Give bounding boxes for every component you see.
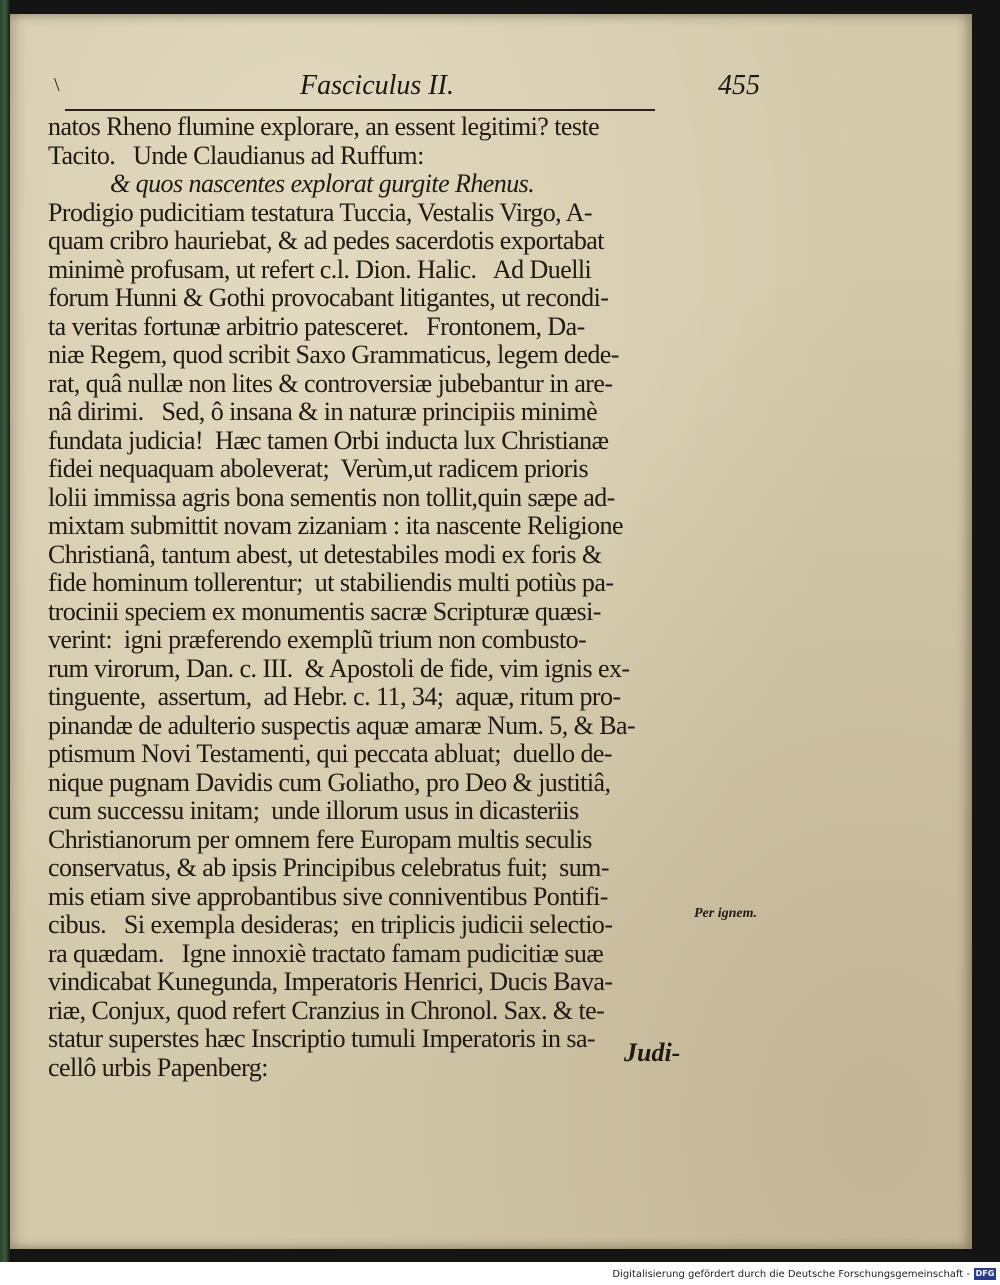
text-line: forum Hunni & Gothi provocabant litigantes, ut recondi- bbox=[48, 283, 609, 312]
text-line: mis etiam sive approbantibus sive conniventibus Pontifi- bbox=[48, 881, 608, 911]
text-line: lolii immissa agris bona sementis non tollit,quin sæpe ad- bbox=[48, 482, 615, 512]
text-line: niæ Regem, quod scribit Saxo Grammaticus, legem dede- bbox=[48, 340, 619, 369]
verse-quote: & quos nascentes explorat gurgite Rhenus. bbox=[110, 169, 535, 198]
text-line: fundata judicia! Hæc tamen Orbi inducta lux Christianæ bbox=[48, 425, 609, 455]
text-line: ptismum Novi Testamenti, qui peccata abluat; duello de- bbox=[48, 739, 613, 768]
text-line: quam cribro hauriebat, & ad pedes sacerdotis exportabat bbox=[48, 226, 604, 255]
text-line: natos Rheno flumine explorare, an essent legitimi? teste bbox=[48, 112, 600, 141]
text-line: riæ, Conjux, quod refert Cranzius in Chronol. Sax. & te- bbox=[48, 995, 605, 1025]
text-line: ra quædam. Igne innoxiè tractato famam pudicitiæ suæ bbox=[48, 938, 604, 968]
text-line: Christianâ, tantum abest, ut detestabiles modi ex foris & bbox=[48, 539, 602, 569]
text-line: nique pugnam Davidis cum Goliatho, pro Deo & justitiâ, bbox=[48, 767, 611, 797]
digitization-footer bbox=[0, 1262, 1000, 1285]
text-line: cellô urbis Papenberg: bbox=[48, 1052, 268, 1082]
body-text bbox=[48, 113, 708, 1082]
text-line: cum successu initam; unde illorum usus in dicasteriis bbox=[48, 796, 579, 825]
text-line: rat, quâ nullæ non lites & controversiæ jubebantur in are- bbox=[48, 368, 613, 398]
header-rule bbox=[65, 109, 655, 111]
page-header bbox=[50, 64, 760, 106]
text-line: fidei nequaquam aboleverat; Verùm,ut radicem prioris bbox=[48, 454, 589, 483]
text-line: rum virorum, Dan. c. III. & Apostoli de fide, vim ignis ex- bbox=[48, 653, 630, 683]
text-line: mixtam submittit novam zizaniam : ita nascente Religione bbox=[48, 511, 623, 540]
text-line: statur superstes hæc Inscriptio tumuli Imperatoris in sa- bbox=[48, 1024, 596, 1053]
text-line: minimè profusam, ut refert c.l. Dion. Halic. Ad Duelli bbox=[48, 254, 592, 284]
page-number: 455 bbox=[718, 70, 760, 101]
text-line: Christianorum per omnem fere Europam multis seculis bbox=[48, 824, 592, 854]
text-line: cibus. Si exempla desideras; en triplicis judicii selectio- bbox=[48, 910, 613, 939]
text-line: trocinii speciem ex monumentis sacræ Scripturæ quæsi- bbox=[48, 596, 601, 626]
text-line: conservatus, & ab ipsis Principibus celebratus fuit; sum- bbox=[48, 853, 609, 882]
text-line: verint: igni præferendo exemplũ trium non combusto- bbox=[48, 625, 587, 654]
running-title: Fasciculus II. bbox=[300, 70, 454, 101]
text-line: nâ dirimi. Sed, ô insana & in naturæ principiis minimè bbox=[48, 397, 598, 426]
text-line: tinguente, assertum, ad Hebr. c. 11, 34; aquæ, ritum pro- bbox=[48, 682, 621, 711]
margin-note: Per ignem. bbox=[694, 906, 757, 921]
dfg-logo: DFG bbox=[975, 1269, 995, 1278]
binding-edge bbox=[0, 0, 10, 1262]
catchword: Judi- bbox=[624, 1038, 681, 1067]
header-mark: \ bbox=[54, 74, 60, 96]
text-line: vindicabat Kunegunda, Imperatoris Henrici, Ducis Bava- bbox=[48, 967, 613, 996]
text-line: pinandæ de adulterio suspectis aquæ amaræ Num. 5, & Ba- bbox=[48, 710, 636, 740]
text-line: ta veritas fortunæ arbitrio patesceret. Frontonem, Da- bbox=[48, 311, 585, 341]
text-line: Prodigio pudicitiam testatura Tuccia, Vestalis Virgo, A- bbox=[48, 197, 592, 227]
text-line: Tacito. Unde Claudianus ad Ruffum: bbox=[48, 140, 424, 170]
text-line: fide hominum tollerentur; ut stabiliendis multi potiùs pa- bbox=[48, 568, 614, 597]
funding-credit: Digitalisierung gefördert durch die Deutsche Forschungsgemeinschaft - bbox=[612, 1269, 970, 1280]
